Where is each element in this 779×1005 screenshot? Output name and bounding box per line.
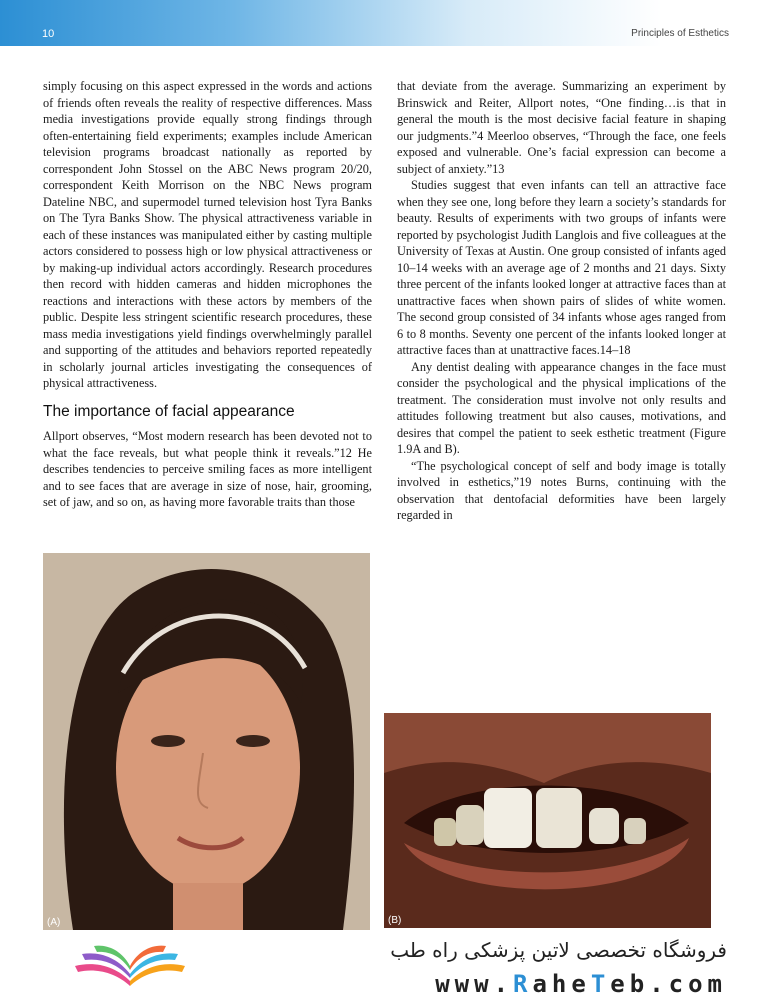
figure-b-teeth-photo — [384, 713, 711, 928]
body-paragraph: Studies suggest that even infants can tell an attractive face when they see one, long before they learn a society’s standards for beauty. Results of experiments with two groups of infants were reported by psychologist Judith Langlois and five colleagues at the University of Texas at Austin. One group consisted of infants aged 10–14 weeks with an average age of 2 months and 21 days. Sixty three percent of the infants looked longer at attractive faces than at unattractive faces when shown pairs of slides of white women. The second group consisted of 34 infants whose ages ranged from 6 to 8 months. Seventy one percent of the infants looked longer at attractive faces than at unattractive faces.14–18 — [397, 178, 726, 357]
body-paragraph: that deviate from the average. Summarizing an experiment by Brinswick and Reiter, Allport notes, “One finding…is that in general the mouth is the most decisive facial feature in shaping our judgments.”4 Meerloo observes, “Through the face, one feels exposed and vulnerable. One’s facial expression can become a subject of anxiety.”13 — [397, 79, 726, 176]
figure-a-face-photo — [43, 553, 370, 930]
running-title: Principles of Esthetics — [631, 28, 729, 39]
url-part: R — [513, 970, 533, 998]
figure-label-b: (B) — [388, 915, 402, 926]
store-url[interactable] — [435, 970, 727, 998]
face-illustration — [43, 553, 370, 930]
url-part: ahe — [532, 970, 591, 998]
store-name: فروشگاه تخصصی لاتین پزشکی راه طب — [390, 938, 727, 962]
url-part: www. — [435, 970, 514, 998]
body-paragraph: Any dentist dealing with appearance changes in the face must consider the psychological and the physical implications of the treatment. The consideration must involve not only results and attitudes following treatment but also causes, motivations, and desires that compel the patient to seek esthetic treatment (Figure 1.9A and B). — [397, 359, 726, 456]
url-part: T — [590, 970, 611, 998]
section-heading: The importance of facial appearance — [43, 402, 295, 420]
figure-label-a: (A) — [47, 917, 61, 928]
teeth-illustration — [384, 713, 711, 928]
page-number: 10 — [42, 28, 55, 40]
body-paragraph: “The psychological concept of self and body image is totally involved in esthetics,”19 notes Burns, continuing with the observation that dentofacial deformities have been largely regarded in — [397, 458, 726, 522]
left-column — [43, 78, 372, 511]
page-header — [0, 0, 779, 46]
right-column — [397, 78, 726, 524]
url-part: eb.com — [610, 970, 727, 998]
body-paragraph: Allport observes, “Most modern research has been devoted not to what the face reveals, but what people think it reveals.”12 He describes tendencies to perceive smiling faces as more intelligent and to see faces that are average in size of nose, hair, grooming, set of jaw, and so on, as having more favorable traits than those — [43, 429, 372, 509]
body-paragraph: simply focusing on this aspect expressed in the words and actions of friends often reveals the reality of respective differences. Mass media investigations provide equally strong findings through often-entertaining field experiments; examples include American television programs broadcast nationally as reported by correspondent John Stossel on the ABC News program 20/20, correspondent Keith Morrison on the NBC News program Dateline NBC, and supermodel turned television host Tyra Banks on The Tyra Banks Show. The physical attractiveness variable in each of these instances was manipulated either by casting multiple actors considered to possess high or low physical attractiveness or by making-up individual actors accordingly. Research procedures then record with hidden cameras and hidden microphones the reactions and interactions with these actors by members of the public. Despite less stringent scientific research procedures, these mass media investigations yield findings overwhelmingly parallel and supporting of the attitudes and behaviors reported repeatedly in scholarly journal articles investigating the consequences of physical attractiveness. — [43, 79, 372, 390]
book-logo-icon — [70, 936, 190, 996]
publisher-footer — [0, 930, 779, 1005]
